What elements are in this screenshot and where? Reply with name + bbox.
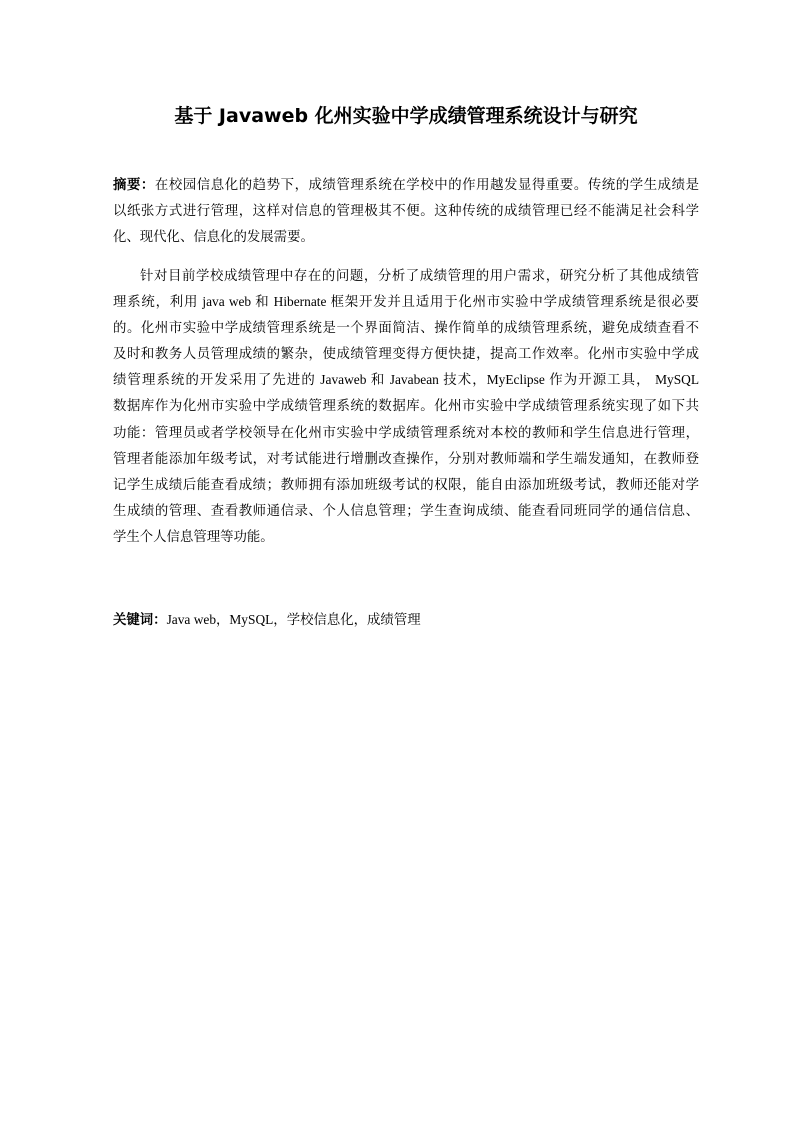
- abstract-line: [113, 172, 699, 198]
- keywords-row: [113, 607, 699, 633]
- body-line: 记学生成绩后能查看成绩；教师拥有添加班级考试的权限，能自由添加班级考试，教师还能对学: [113, 476, 699, 492]
- keywords-label: 关键词：: [113, 613, 167, 628]
- body-line: 的。化州市实验中学成绩管理系统是一个界面简洁、操作简单的成绩管理系统，避免成绩查看不: [113, 320, 699, 336]
- abstract-label: 摘要：: [113, 178, 155, 193]
- document-title: 基于 Javaweb 化州实验中学成绩管理系统设计与研究: [174, 105, 638, 127]
- keywords-text: Java web，MySQL，学校信息化，成绩管理: [166, 612, 421, 627]
- body-line: 生成绩的管理、查看教师通信录、个人信息管理；学生查询成绩、能查看同班同学的通信信息、: [113, 502, 699, 518]
- abstract-line: 化、现代化、信息化的发展需要。: [113, 229, 314, 245]
- body-line: 数据库作为化州市实验中学成绩管理系统的数据库。化州市实验中学成绩管理系统实现了如下共: [113, 398, 699, 414]
- body-line: 及时和教务人员管理成绩的繁杂，使成绩管理变得方便快捷，提高工作效率。化州市实验中学成: [113, 346, 699, 362]
- abstract-line: 以纸张方式进行管理，这样对信息的管理极其不便。这种传统的成绩管理已经不能满足社会科学: [113, 203, 699, 219]
- body-line: 绩管理系统的开发采用了先进的 Javaweb 和 Javabean 技术，MyEclipse 作为开源工具， MySQL: [113, 372, 699, 388]
- body-line: 理系统，利用 java web 和 Hibernate 框架开发并且适用于化州市实验中学成绩管理系统是很必要: [113, 294, 699, 310]
- body-line: 针对目前学校成绩管理中存在的问题，分析了成绩管理的用户需求，研究分析了其他成绩管: [140, 268, 699, 283]
- body-line: 学生个人信息管理等功能。: [113, 528, 274, 544]
- abstract-line-text: 在校园信息化的趋势下，成绩管理系统在学校中的作用越发显得重要。传统的学生成绩是: [154, 177, 699, 192]
- keywords-line: [113, 607, 699, 633]
- body-line: 管理者能添加年级考试，对考试能进行增删改查操作，分别对教师端和学生端发通知，在教师登: [113, 450, 699, 466]
- body-line: 功能：管理员或者学校领导在化州市实验中学成绩管理系统对本校的教师和学生信息进行管理，: [113, 424, 699, 440]
- abstract-paragraph: [113, 172, 699, 250]
- body-paragraph: [113, 263, 699, 550]
